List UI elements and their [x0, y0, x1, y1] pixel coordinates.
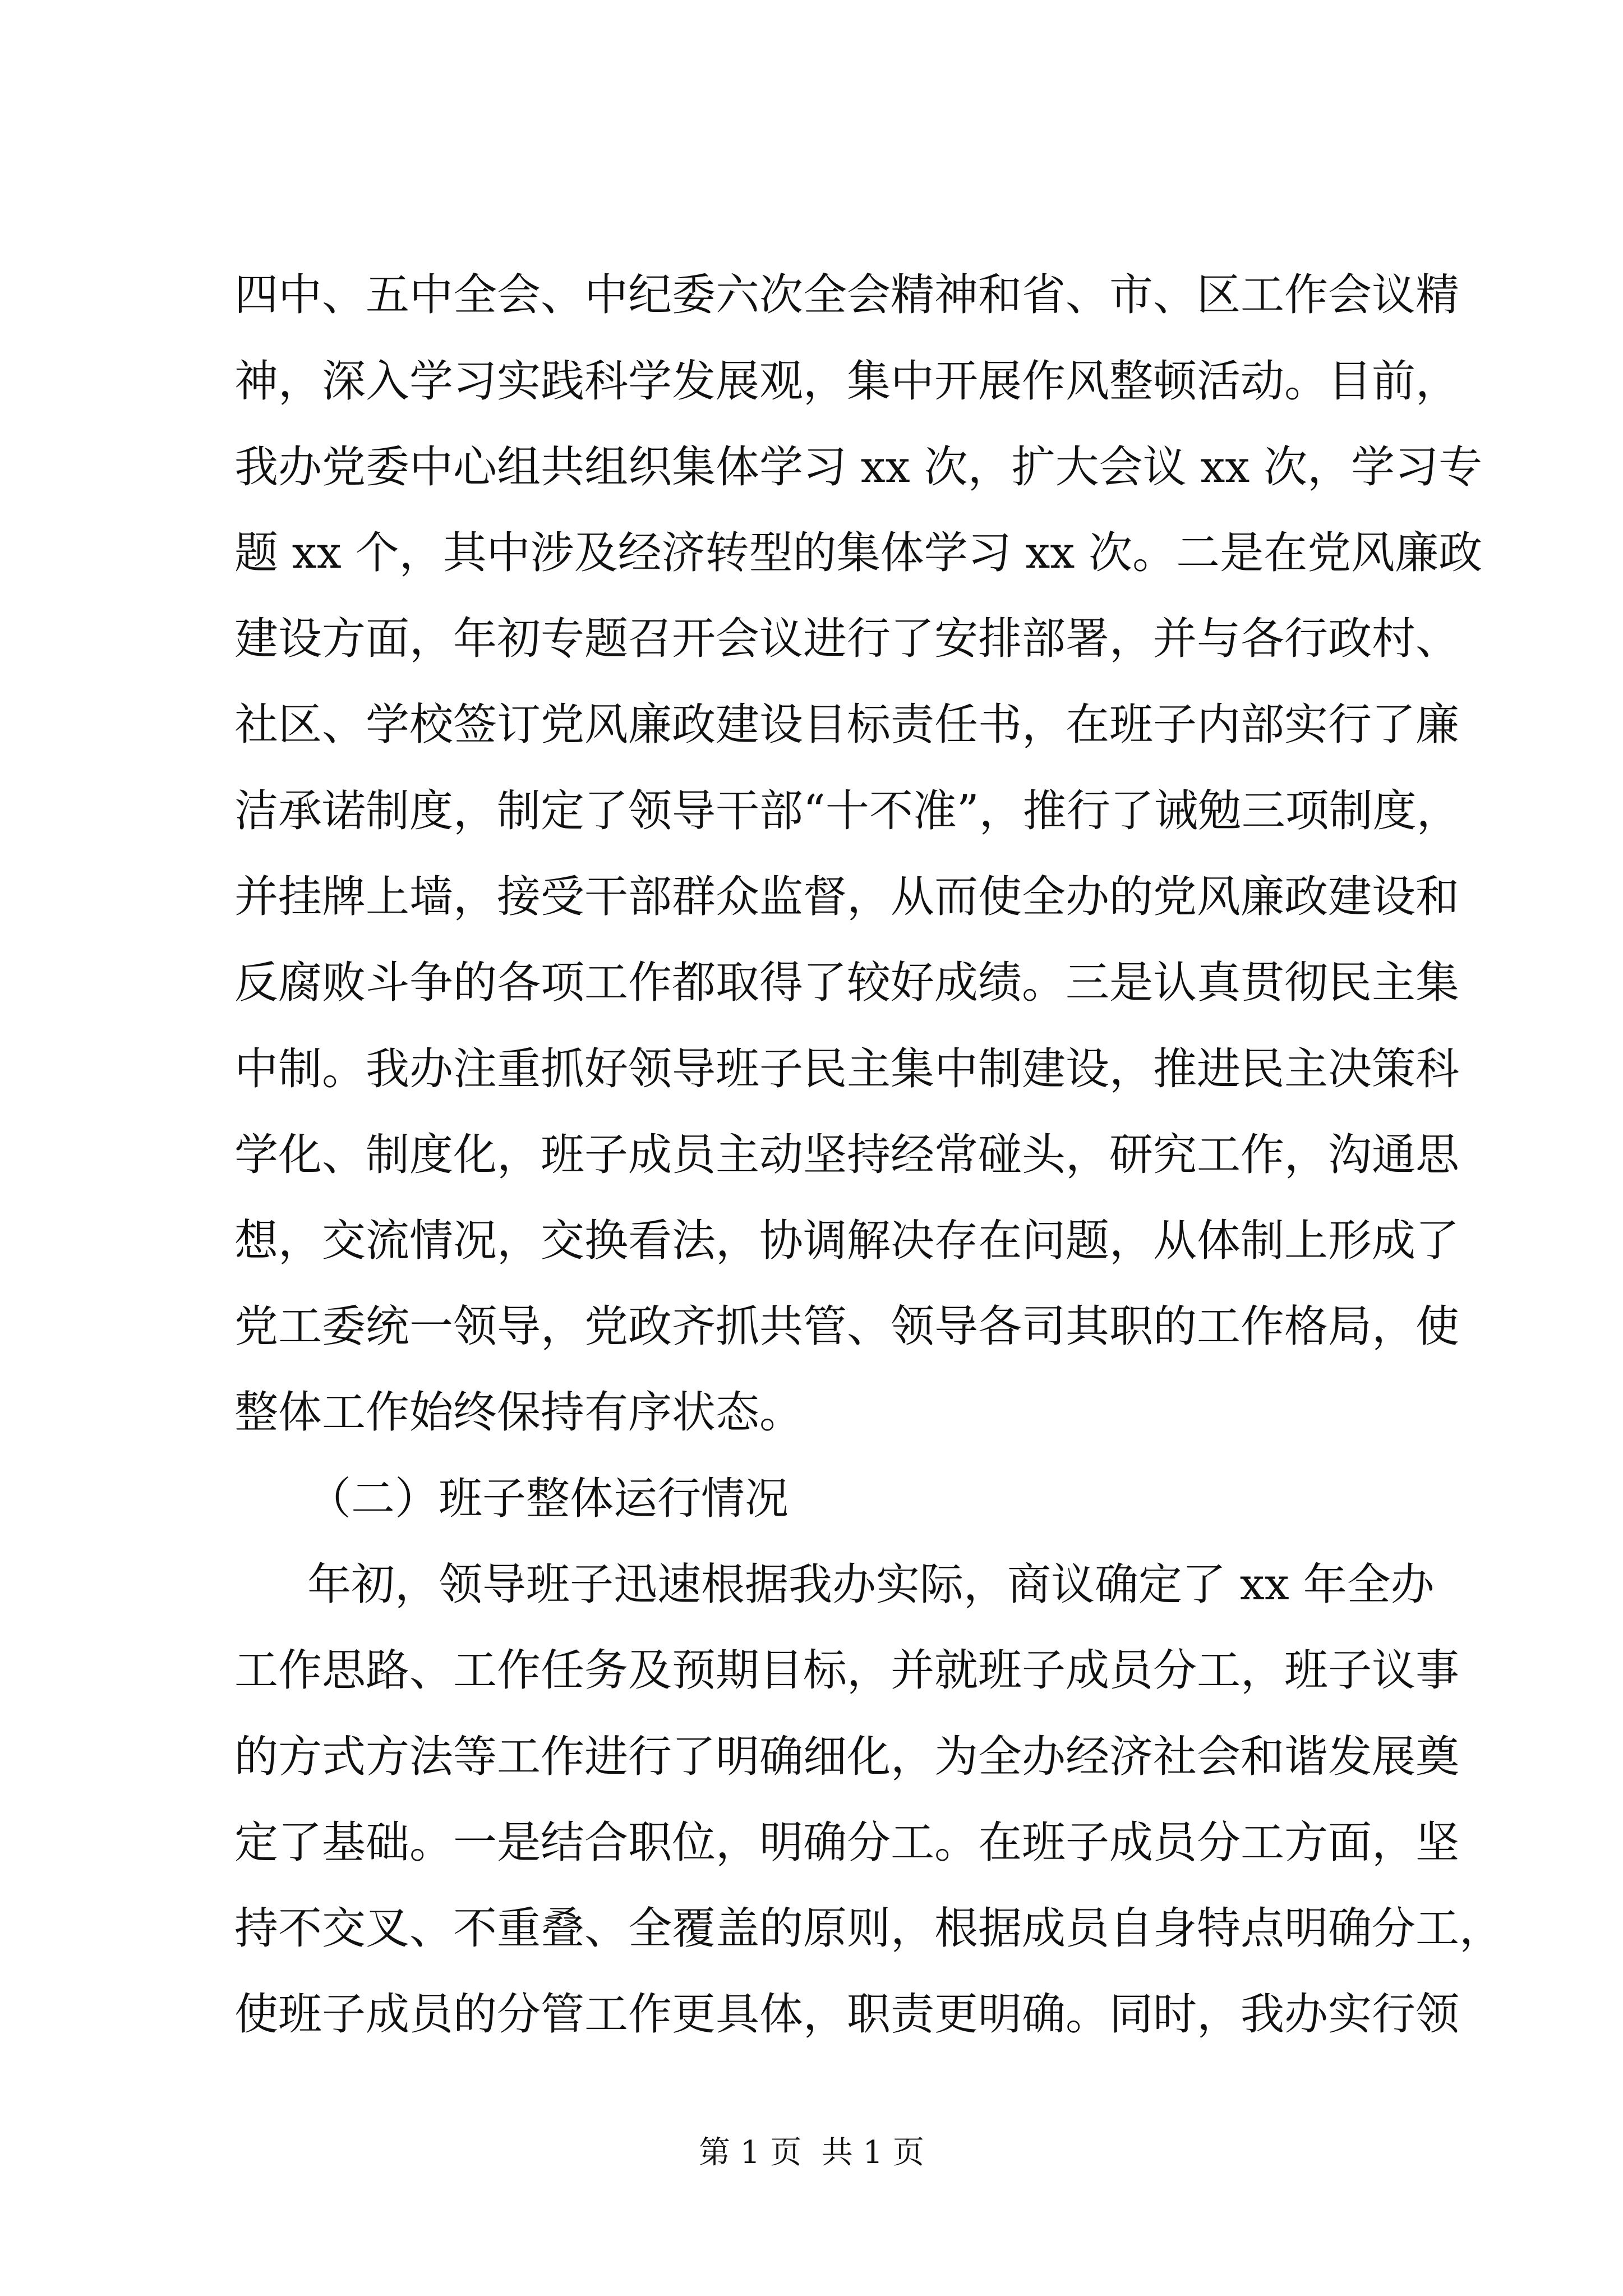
- body-text-line: 工作思路、工作任务及预期目标，并就班子成员分工，班子议事: [234, 1645, 1460, 1696]
- body-text-line: 持不交叉、不重叠、全覆盖的原则，根据成员自身特点明确分工，: [234, 1903, 1504, 1954]
- body-text-line: 四中、五中全会、中纪委六次全会精神和省、市、区工作会议精: [234, 270, 1460, 320]
- body-text-line: 使班子成员的分管工作更具体，职责更明确。同时，我办实行领: [234, 1989, 1460, 2040]
- section-heading: （二）班子整体运行情况: [307, 1474, 789, 1524]
- body-text-line: 学化、制度化，班子成员主动坚持经常碰头，研究工作，沟通思: [234, 1130, 1460, 1180]
- body-text-line: 我办党委中心组共组织集体学习 xx 次，扩大会议 xx 次，学习专: [234, 442, 1483, 493]
- body-text-line: 反腐败斗争的各项工作都取得了较好成绩。三是认真贯彻民主集: [234, 958, 1460, 1008]
- body-text-line: 神，深入学习实践科学发展观，集中开展作风整顿活动。目前，: [234, 356, 1460, 407]
- body-text-line: 定了基础。一是结合职位，明确分工。在班子成员分工方面，坚: [234, 1818, 1460, 1868]
- body-text-line: 整体工作始终保持有序状态。: [234, 1387, 804, 1438]
- paragraph-first-line: 年初，领导班子迅速根据我办实际，商议确定了 xx 年全办: [307, 1559, 1435, 1610]
- body-text-line: 中制。我办注重抓好领导班子民主集中制建设，推进民主决策科: [234, 1044, 1460, 1094]
- body-text-line: 题 xx 个，其中涉及经济转型的集体学习 xx 次。二是在党风廉政: [234, 528, 1483, 578]
- body-text-line: 的方式方法等工作进行了明确细化，为全办经济社会和谐发展奠: [234, 1732, 1460, 1782]
- body-text-line: 社区、学校签订党风廉政建设目标责任书，在班子内部实行了廉: [234, 700, 1460, 750]
- page-footer: 第 1 页 共 1 页: [698, 2134, 925, 2171]
- body-text-line: 并挂牌上墙，接受干部群众监督，从而使全办的党风廉政建设和: [234, 872, 1460, 922]
- body-text-line: 建设方面，年初专题召开会议进行了安排部署，并与各行政村、: [234, 614, 1460, 664]
- body-text-line: 洁承诺制度，制定了领导干部“十不准”，推行了诫勉三项制度，: [234, 786, 1460, 836]
- body-text-line: 党工委统一领导，党政齐抓共管、领导各司其职的工作格局，使: [234, 1301, 1460, 1352]
- body-text-line: 想，交流情况，交换看法，协调解决存在问题，从体制上形成了: [234, 1216, 1460, 1266]
